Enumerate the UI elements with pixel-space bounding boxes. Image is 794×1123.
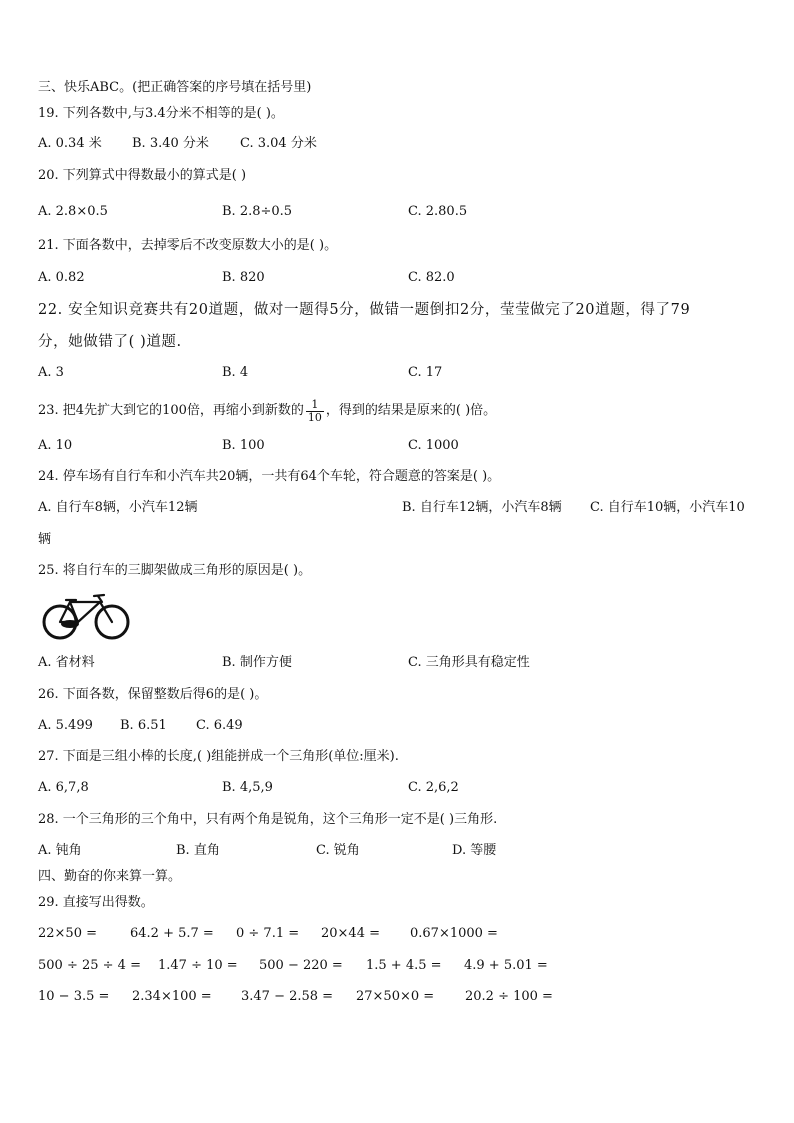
q23-option-b: B. 100 xyxy=(222,438,265,453)
q24-option-a: A. 自行车8辆，小汽车12辆 xyxy=(38,500,198,515)
q19-option-b: B. 3.40 分米 xyxy=(132,136,209,151)
calc-item: 4.9 + 5.01 = xyxy=(464,958,548,973)
q23-option-a: A. 10 xyxy=(38,438,73,453)
q26-option-b: B. 6.51 xyxy=(120,718,167,733)
calc-item: 0.67×1000 = xyxy=(410,926,498,941)
question-28-stem: 28. 一个三角形的三个角中，只有两个角是锐角，这个三角形一定不是( )三角形. xyxy=(38,812,498,827)
calc-item: 10 − 3.5 = xyxy=(38,989,110,1004)
bicycle-image xyxy=(40,588,132,644)
q27-option-b: B. 4,5,9 xyxy=(222,780,273,795)
q21-option-a: A. 0.82 xyxy=(38,270,85,285)
q27-option-c: C. 2,6,2 xyxy=(408,780,459,795)
calc-item: 1.5 + 4.5 = xyxy=(366,958,442,973)
question-20-stem: 20. 下列算式中得数最小的算式是( ) xyxy=(38,168,247,183)
q19-option-c: C. 3.04 分米 xyxy=(240,136,317,151)
q25-option-b: B. 制作方便 xyxy=(222,655,292,670)
q27-option-a: A. 6,7,8 xyxy=(38,780,89,795)
q21-option-b: B. 820 xyxy=(222,270,265,285)
q25-option-a: A. 省材料 xyxy=(38,655,95,670)
q22-option-c: C. 17 xyxy=(408,365,443,380)
calc-item: 1.47 ÷ 10 = xyxy=(158,958,238,973)
section3-title: 三、快乐ABC。(把正确答案的序号填在括号里) xyxy=(38,80,312,95)
question-22-stem-cont: 分，她做错了( )道题. xyxy=(38,334,182,350)
q22-option-b: B. 4 xyxy=(222,365,249,380)
q24-option-c-wrap: 辆 xyxy=(38,532,52,547)
question-26-stem: 26. 下面各数，保留整数后得6的是( )。 xyxy=(38,687,268,702)
q24-option-b: B. 自行车12辆，小汽车8辆 xyxy=(402,500,562,515)
q20-option-a: A. 2.8×0.5 xyxy=(38,204,108,219)
question-23-stem xyxy=(38,394,496,428)
q28-option-d: D. 等腰 xyxy=(452,843,497,858)
calc-item: 64.2 + 5.7 = xyxy=(130,926,214,941)
calc-item: 500 − 220 = xyxy=(259,958,343,973)
q20-option-c: C. 2.80.5 xyxy=(408,204,468,219)
q22-option-a: A. 3 xyxy=(38,365,64,380)
calc-item: 27×50×0 = xyxy=(356,989,435,1004)
q25-option-c: C. 三角形具有稳定性 xyxy=(408,655,530,670)
calc-item: 20.2 ÷ 100 = xyxy=(465,989,553,1004)
calc-item: 500 ÷ 25 ÷ 4 = xyxy=(38,958,141,973)
question-22-stem: 22. 安全知识竞赛共有20道题，做对一题得5分，做错一题倒扣2分，莹莹做完了20道题，得了79 xyxy=(38,302,691,318)
q24-option-c: C. 自行车10辆，小汽车10 xyxy=(590,500,745,515)
fraction-numerator: 1 xyxy=(306,399,324,412)
fraction-one-tenth xyxy=(306,399,324,424)
question-21-stem: 21. 下面各数中，去掉零后不改变原数大小的是( )。 xyxy=(38,238,338,253)
q28-option-c: C. 锐角 xyxy=(316,843,360,858)
section4-title: 四、勤奋的你来算一算。 xyxy=(38,869,182,884)
question-25-stem: 25. 将自行车的三脚架做成三角形的原因是( )。 xyxy=(38,563,312,578)
q26-option-a: A. 5.499 xyxy=(38,718,93,733)
q28-option-b: B. 直角 xyxy=(176,843,220,858)
calc-item: 2.34×100 = xyxy=(132,989,212,1004)
q23-stem-b: ，得到的结果是原来的( )倍。 xyxy=(325,403,497,418)
q20-option-b: B. 2.8÷0.5 xyxy=(222,204,293,219)
question-24-stem: 24. 停车场有自行车和小汽车共20辆，一共有64个车轮，符合题意的答案是( )。 xyxy=(38,469,501,484)
calc-item: 20×44 = xyxy=(321,926,381,941)
q23-stem-a: 23. 把4先扩大到它的100倍，再缩小到新数的 xyxy=(38,403,304,418)
question-19-stem: 19. 下列各数中,与3.4分米不相等的是( )。 xyxy=(38,106,284,121)
fraction-denominator: 10 xyxy=(307,410,322,424)
q26-option-c: C. 6.49 xyxy=(196,718,243,733)
question-27-stem: 27. 下面是三组小棒的长度,( )组能拼成一个三角形(单位:厘米). xyxy=(38,749,399,764)
calc-item: 22×50 = xyxy=(38,926,98,941)
q28-option-a: A. 钝角 xyxy=(38,843,82,858)
calc-item: 3.47 − 2.58 = xyxy=(241,989,334,1004)
q19-option-a: A. 0.34 米 xyxy=(38,136,102,151)
question-29-stem: 29. 直接写出得数。 xyxy=(38,895,154,910)
q21-option-c: C. 82.0 xyxy=(408,270,455,285)
calc-item: 0 ÷ 7.1 = xyxy=(236,926,300,941)
q23-option-c: C. 1000 xyxy=(408,438,459,453)
